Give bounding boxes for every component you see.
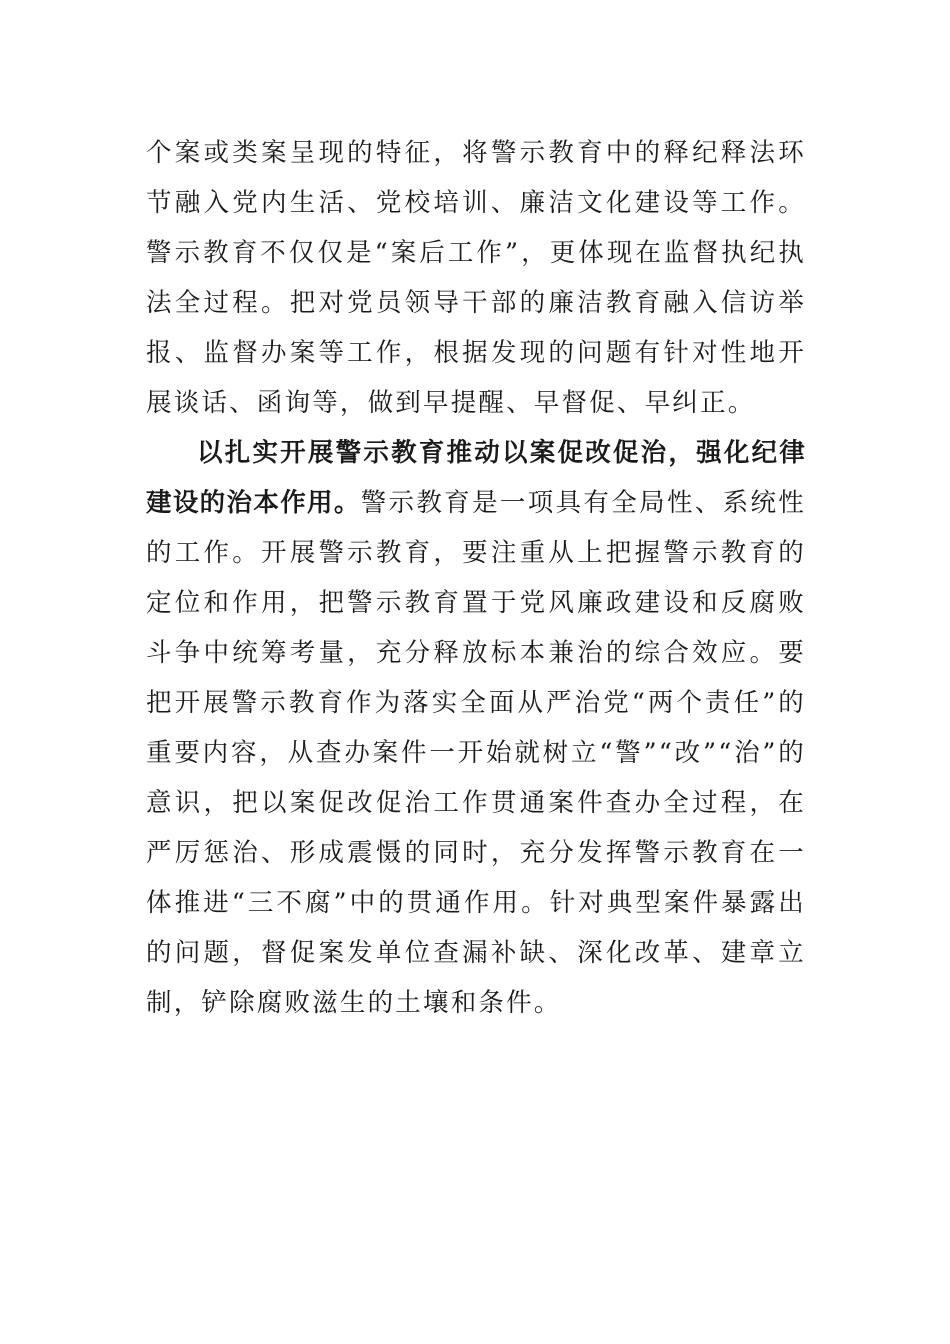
paragraph-continuation xyxy=(146,128,806,428)
document-body xyxy=(146,128,806,1028)
paragraph-warning-education xyxy=(146,428,806,1028)
paragraph-text: 个案或类案呈现的特征，将警示教育中的释纪释法环节融入党内生活、党校培训、廉洁文化建设等工作。警示教育不仅仅是“案后工作”，更体现在监督执纪执法全过程。把对党员领导干部的廉洁教育融入信访举报、监督办案等工作，根据发现的问题有针对性地开展谈话、函询等，做到早提醒、早督促、早纠正。 xyxy=(146,138,806,418)
paragraph-text: 警示教育是一项具有全局性、系统性的工作。开展警示教育，要注重从上把握警示教育的定位和作用，把警示教育置于党风廉政建设和反腐败斗争中统筹考量，充分释放标本兼治的综合效应。要把开展警示教育作为落实全面从严治党“两个责任”的重要内容，从查办案件一开始就树立“警”“改”“治”的意识，把以案促改促治工作贯通案件查办全过程，在严厉惩治、形成震慑的同时，充分发挥警示教育在一体推进“三不腐”中的贯通作用。针对典型案件暴露出的问题，督促案发单位查漏补缺、深化改革、建章立制，铲除腐败滋生的土壤和条件。 xyxy=(146,488,806,1018)
paragraph-lead-heading: 以扎实开展警示教育推动以案促改促治，强化纪律建设的治本作用。 xyxy=(146,438,806,518)
